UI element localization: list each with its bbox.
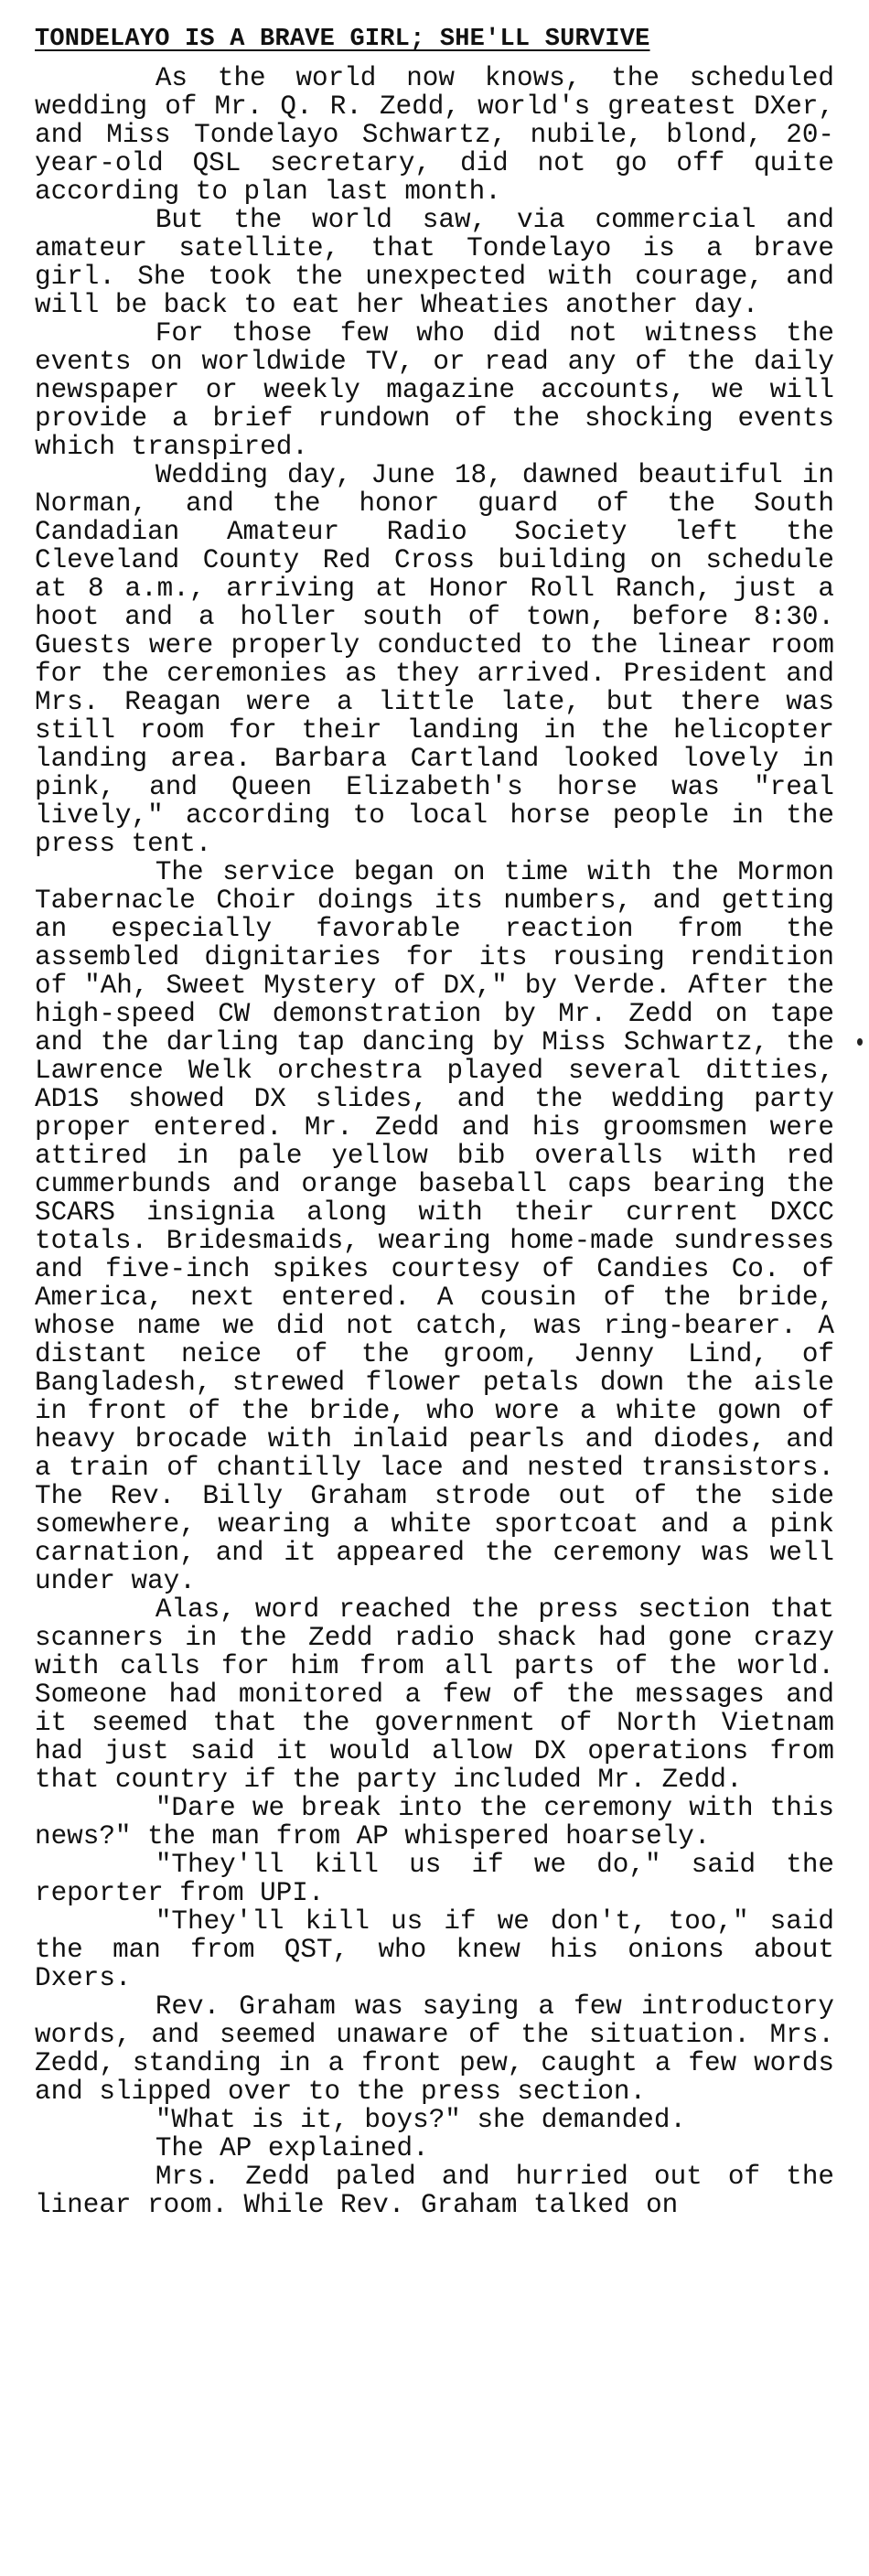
paragraph: Wedding day, June 18, dawned beautiful in Norman, and the honor guard of the South Candadian Amateur Radio Society left the Cleveland County Red Cross building on schedule at 8 a.m., arriving at Honor Roll Ranch, just a hoot and a holler south of town, before 8:30. Guests were properly conducted to the linear room for the ceremonies as they arrived. President and Mrs. Reagan were a little late, but there was still room for their landing in the helicopter landing area. Barbara Cartland looked lovely in pink, and Queen Elizabeth's horse was "real lively," according to local horse people in the press tent. (35, 460, 834, 859)
paragraph: "They'll kill us if we do," said the reporter from UPI. (35, 1850, 834, 1908)
paragraph: Rev. Graham was saying a few introductory words, and seemed unaware of the situation. Mrs. Zedd, standing in a front pew, caught a few words and slipped over to the press section. (35, 1991, 834, 2107)
scan-speck (857, 1038, 863, 1046)
paragraph: "What is it, boys?" she demanded. (155, 2105, 687, 2135)
article-title: TONDELAYO IS A BRAVE GIRL; SHE'LL SURVIVE (35, 26, 650, 53)
paragraph: As the world now knows, the scheduled wedding of Mr. Q. R. Zedd, world's greatest DXer, and Miss Tondelayo Schwartz, nubile, blond, 20-year-old QSL secretary, did not go off quite according to plan last month. (35, 63, 834, 207)
article-body (35, 64, 834, 2219)
paragraph: Mrs. Zedd paled and hurried out of the linear room. While Rev. Graham talked on (35, 2162, 834, 2220)
paragraph: "Dare we break into the ceremony with this news?" the man from AP whispered hoarsely. (35, 1793, 834, 1852)
paragraph: The service began on time with the Mormon Tabernacle Choir doings its numbers, and getting an especially favorable reaction from the assembled dignitaries for its rousing rendition of "Ah, Sweet Mystery of DX," by Verde. After the high-speed CW demonstration by Mr. Zedd on tape and the darling tap dancing by Miss Schwartz, the Lawrence Welk orchestra played several ditties, AD1S showed DX slides, and the wedding party proper entered. Mr. Zedd and his groomsmen were attired in pale yellow bib overalls with red cummerbunds and orange baseball caps bearing the SCARS insignia along with their current DXCC totals. Bridesmaids, wearing home-made sundresses and five-inch spikes courtesy of Candies Co. of America, next entered. A cousin of the bride, whose name we did not catch, was ring-bearer. A distant neice of the groom, Jenny Lind, of Bangladesh, strewed flower petals down the aisle in front of the bride, who wore a white gown of heavy brocade with inlaid pearls and diodes, and a train of chantilly lace and nested transistors. The Rev. Billy Graham strode out of the side somewhere, wearing a white sportcoat and a pink carnation, and it appeared the ceremony was well under way. (35, 857, 834, 1596)
paragraph: "They'll kill us if we don't, too," said the man from QST, who knew his onions about Dxers. (35, 1906, 834, 1993)
paragraph: Alas, word reached the press section that scanners in the Zedd radio shack had gone crazy with calls for him from all parts of the world. Someone had monitored a few of the messages and it seemed that the government of North Vietnam had just said it would allow DX operations from that country if the party included Mr. Zedd. (35, 1594, 834, 1795)
paragraph: But the world saw, via commercial and amateur satellite, that Tondelayo is a brave girl. She took the unexpected with courage, and will be back to eat her Wheaties another day. (35, 205, 834, 320)
paragraph: The AP explained. (155, 2133, 429, 2163)
paragraph: For those few who did not witness the events on worldwide TV, or read any of the daily newspaper or weekly magazine accounts, we will provide a brief rundown of the shocking events which transpired. (35, 318, 834, 462)
